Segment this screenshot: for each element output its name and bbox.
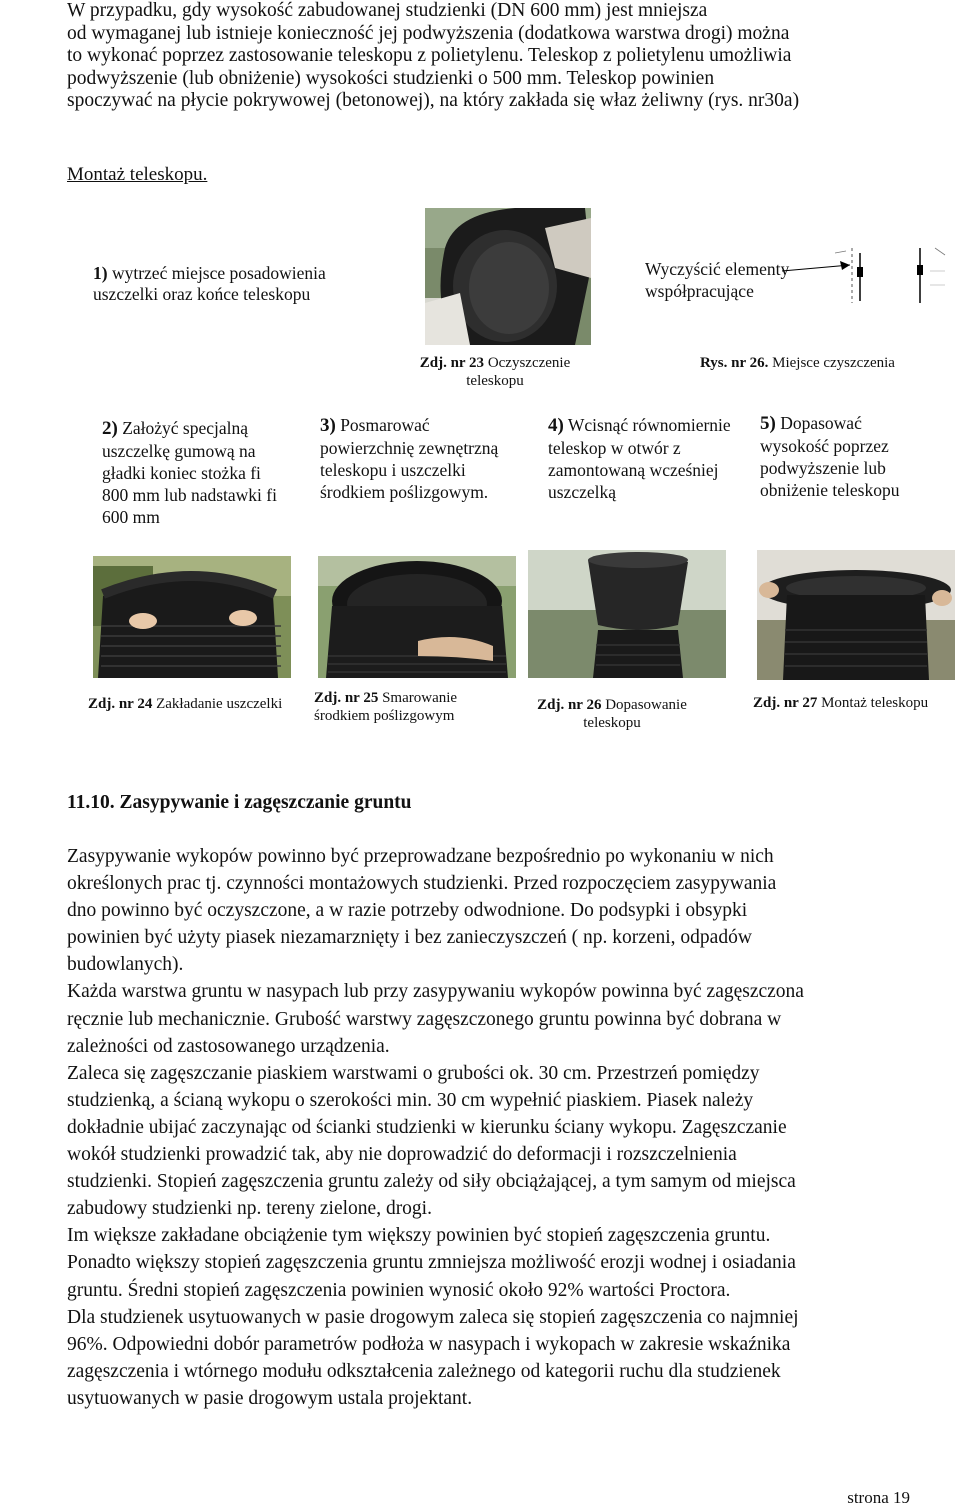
body-line: 96%. Odpowiedni dobór parametrów podłoża w nasypach i wykopach w zakresie wskaźnika bbox=[67, 1333, 791, 1355]
step-number: 3) bbox=[320, 415, 336, 436]
montaz-title: Montaż teleskopu. bbox=[67, 164, 208, 185]
body-line: Dla studzienek usytuowanych w pasie drogowym zaleca się stopień zagęszczenia co najmniej bbox=[67, 1306, 799, 1328]
caption-text: Zakładanie uszczelki bbox=[156, 696, 283, 712]
body-line: zagęszczenia i wtórnego modułu odkształcenia zależnego od kategorii ruchu dla studzienek bbox=[67, 1360, 781, 1382]
body-line: Zasypywanie wykopów powinno być przeprowadzane bezpośrednio po wykonaniu w nich bbox=[67, 846, 774, 867]
caption-number: Rys. nr 26. bbox=[700, 355, 769, 371]
caption-text: Dopasowanie teleskopu bbox=[583, 697, 687, 731]
caption-text: Smarowanie środkiem poślizgowym bbox=[314, 690, 458, 724]
body-line: studzienki. Stopień zagęszczenia gruntu zależy od siły obciążającej, a tym samym od miejsca bbox=[67, 1171, 796, 1193]
step-text: Wcisnąć równomiernie teleskop w otwór z zamontowaną wcześniej uszczelką bbox=[548, 415, 731, 502]
photo-25-caption bbox=[314, 689, 484, 725]
intro-line: spoczywać na płycie pokrywowej (betonowej), na który zakłada się właz żeliwny (rys. nr30a) bbox=[67, 90, 800, 111]
caption-text: Miejsce czyszczenia bbox=[772, 355, 895, 371]
diagram-cleaning-spots bbox=[780, 243, 955, 305]
body-line: wokół studzienki prowadzić tak, aby nie doprowadzić do deformacji i rozszczelnienia bbox=[67, 1144, 737, 1166]
step-text: Posmarować powierzchnię zewnętrzną teleskopu i uszczelki środkiem poślizgowym. bbox=[320, 415, 499, 502]
step-2 bbox=[102, 417, 287, 528]
step-text: wytrzeć miejsce posadowienia uszczelki oraz końce teleskopu bbox=[93, 263, 326, 304]
photo-25-lubricant bbox=[318, 556, 516, 678]
section-body bbox=[67, 843, 960, 1412]
caption-number: Zdj. nr 24 bbox=[88, 696, 153, 712]
body-line: studzienką, a ścianą wykopu o szerokości min. 30 cm wypełnić piaskiem. Piasek należy bbox=[67, 1089, 754, 1111]
body-line: zależności od zastosowanego urządzenia. bbox=[67, 1035, 390, 1057]
caption-text: Oczyszczenie teleskopu bbox=[466, 355, 571, 389]
step-1 bbox=[93, 263, 393, 305]
body-line: Im większe zakładane obciążenie tym większy powinien być stopień zagęszczenia gruntu. bbox=[67, 1225, 771, 1247]
caption-number: Zdj. nr 25 bbox=[314, 690, 379, 706]
step-number: 5) bbox=[760, 413, 776, 434]
section-heading: 11.10. Zasypywanie i zagęszczanie gruntu bbox=[67, 792, 412, 813]
step-text: Założyć specjalną uszczelkę gumową na gładki koniec stożka fi 800 mm lub nadstawki fi 600 mm bbox=[102, 418, 277, 527]
intro-paragraph bbox=[67, 0, 952, 113]
body-line: Ponadto większy stopień zagęszczenia gruntu zmniejsza możliwość erozji wodnej i osiadania bbox=[67, 1252, 796, 1274]
photo-24-seal bbox=[93, 556, 291, 678]
body-line: określonych prac tj. czynności montażowych studzienki. Przed rozpoczęciem zasypywania bbox=[67, 873, 777, 895]
caption-number: Zdj. nr 23 bbox=[419, 355, 485, 371]
photo-23-cleaning bbox=[425, 208, 591, 345]
step-number: 1) bbox=[93, 263, 108, 283]
photo-27-assembly bbox=[757, 550, 955, 680]
caption-text: Montaż teleskopu bbox=[821, 695, 929, 711]
step-number: 4) bbox=[548, 415, 564, 436]
body-line: budowlanych). bbox=[67, 954, 184, 976]
body-line: Każda warstwa gruntu w nasypach lub przy zasypywaniu wykopów powinna być zagęszczona bbox=[67, 981, 804, 1003]
body-line: Zaleca się zagęszczanie piaskiem warstwami o grubości ok. 30 cm. Przestrzeń pomiędzy bbox=[67, 1062, 760, 1084]
clean-elements-label: Wyczyścić elementy współpracujące bbox=[645, 259, 790, 301]
body-line: zabudowy studzienki np. tereny zielone, drogi. bbox=[67, 1198, 432, 1220]
photo-23-caption bbox=[405, 354, 585, 390]
page-number: strona 19 bbox=[847, 1488, 910, 1507]
body-line: dno powinno być oczyszczone, a w razie potrzeby odwodnione. Do podsypki i obsypki bbox=[67, 900, 748, 922]
step-text: Dopasować wysokość poprzez podwyższenie lub obniżenie teleskopu bbox=[760, 413, 900, 500]
step-5 bbox=[760, 412, 935, 501]
caption-number: Zdj. nr 26 bbox=[537, 697, 602, 713]
step-4 bbox=[548, 414, 748, 503]
step-3 bbox=[320, 414, 510, 503]
intro-line: to wykonać poprzez zastosowanie teleskopu z polietylenu. Teleskop z polietylenu umożliwia bbox=[67, 45, 792, 66]
step-number: 2) bbox=[102, 418, 118, 439]
intro-line: podwyższenie (lub obniżenie) wysokości studzienki o 500 mm. Teleskop powinien bbox=[67, 67, 715, 89]
body-line: powinien być użyty piasek niezamarznięty i bez zanieczyszczeń ( np. korzeni, odpadów bbox=[67, 927, 752, 949]
intro-line: od wymaganej lub istnieje konieczność jej podwyższenia (dodatkowa warstwa drogi) można bbox=[67, 22, 790, 44]
photo-26-fitting bbox=[528, 550, 726, 678]
photo-26-caption bbox=[527, 696, 697, 732]
body-line: usytuowanych w pasie drogowym ustala projektant. bbox=[67, 1387, 473, 1409]
intro-line: W przypadku, gdy wysokość zabudowanej studzienki (DN 600 mm) jest mniejsza bbox=[67, 0, 708, 21]
photo-27-caption bbox=[753, 694, 953, 712]
body-line: ręcznie lub mechanicznie. Grubość warstwy zagęszczonego gruntu powinna być dobrana w bbox=[67, 1008, 782, 1030]
body-line: dokładnie ubijać zaczynając od ścianki studzienki w kierunku ściany wykopu. Zagęszczanie bbox=[67, 1116, 787, 1138]
rys-26-caption bbox=[700, 354, 930, 372]
body-line: gruntu. Średni stopień zagęszczenia powinien wynosić około 92% wartości Proctora. bbox=[67, 1279, 731, 1301]
caption-number: Zdj. nr 27 bbox=[753, 695, 818, 711]
photo-24-caption bbox=[88, 695, 298, 713]
